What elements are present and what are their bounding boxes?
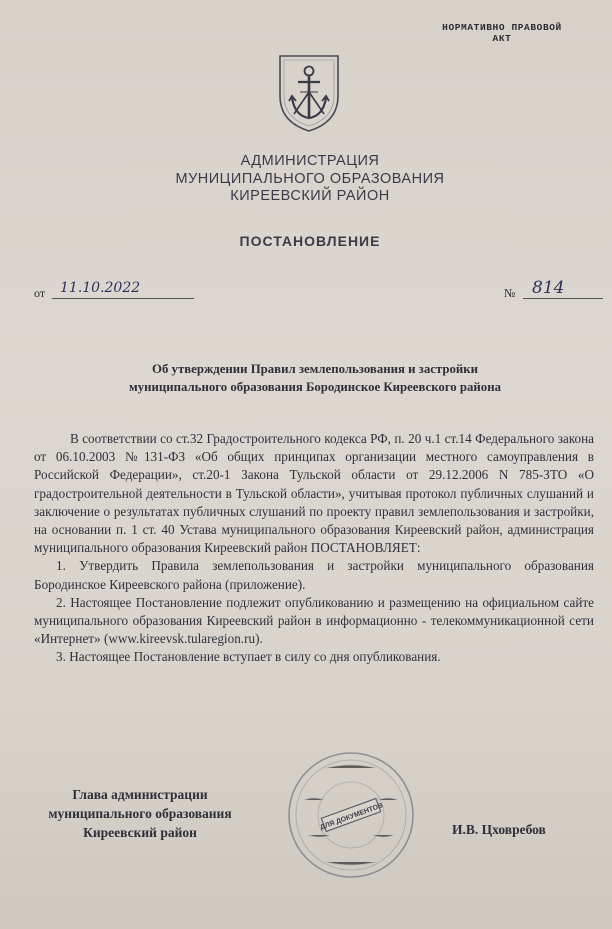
date-number-row bbox=[34, 280, 594, 302]
seal-label: ДЛЯ ДОКУМЕНТОВ bbox=[319, 802, 385, 832]
document-class-stamp bbox=[412, 22, 592, 44]
organization-line-3: КИРЕЕВСКИЙ РАЙОН bbox=[230, 188, 390, 204]
number-prefix: № bbox=[504, 286, 516, 300]
signatory-position bbox=[20, 785, 260, 842]
stamp-line-1: НОРМАТИВНО ПРАВОВОЙ bbox=[442, 22, 562, 33]
document-title bbox=[40, 360, 590, 396]
title-line-2: муниципального образования Бородинское Киреевского района bbox=[129, 380, 501, 394]
organization-name bbox=[120, 153, 500, 206]
handwritten-number: 814 bbox=[532, 278, 565, 298]
title-line-1: Об утверждении Правил землепользования и застройки bbox=[152, 362, 478, 376]
document-type: ПОСТАНОВЛЕНИЕ bbox=[239, 233, 381, 249]
resolution-item-2: 2. Настоящее Постановление подлежит опубликованию и размещению на официальном сайте муниципального образования Киреевский район в информационно - телекоммуникационной сети «Интернет» (www.kireevsk.tularegion.ru). bbox=[34, 594, 594, 647]
handwritten-date: 11.10.2022 bbox=[60, 280, 141, 296]
signatory-name: И.В. Цховребов bbox=[452, 822, 546, 837]
organization-line-1: АДМИНИСТРАЦИЯ bbox=[240, 153, 380, 169]
date-underline bbox=[52, 298, 194, 299]
position-line-1: Глава администрации bbox=[72, 787, 208, 802]
organization-line-2: МУНИЦИПАЛЬНОГО ОБРАЗОВАНИЯ bbox=[175, 170, 445, 187]
official-seal bbox=[286, 750, 416, 880]
document-body bbox=[34, 430, 594, 667]
number-underline bbox=[523, 298, 603, 299]
position-line-3: Киреевский район bbox=[83, 825, 197, 840]
preamble-paragraph: В соответствии со ст.32 Градостроительного кодекса РФ, п. 20 ч.1 ст.14 Федерального закона от 06.10.2003 №131-ФЗ «Об общих принципах организации местного самоуправления в Российской Федерации», ст.20-1 Закона Тульской области от 29.12.2006 N 785-ЗТО «О градостроительной деятельности в Тульской области», учитывая протокол публичных слушаний и заключение о результатах публичных слушаний по проекту правил землепользования и застройки, на основании п. 1 ст. 40 Устава муниципального образования Киреевский район, администрация муниципального образования Киреевский район ПОСТАНОВЛЯЕТ: bbox=[34, 431, 594, 556]
resolution-item-3: 3. Настоящее Постановление вступает в силу со дня опубликования. bbox=[56, 649, 441, 665]
coat-of-arms-anchor-icon bbox=[276, 52, 342, 134]
position-line-2: муниципального образования bbox=[48, 806, 232, 821]
resolution-item-1: 1. Утвердить Правила землепользования и застройки муниципального образования Бородинское Киреевского района (приложение). bbox=[34, 558, 594, 592]
stamp-line-2: АКТ bbox=[492, 33, 512, 44]
date-prefix: от bbox=[34, 286, 46, 300]
